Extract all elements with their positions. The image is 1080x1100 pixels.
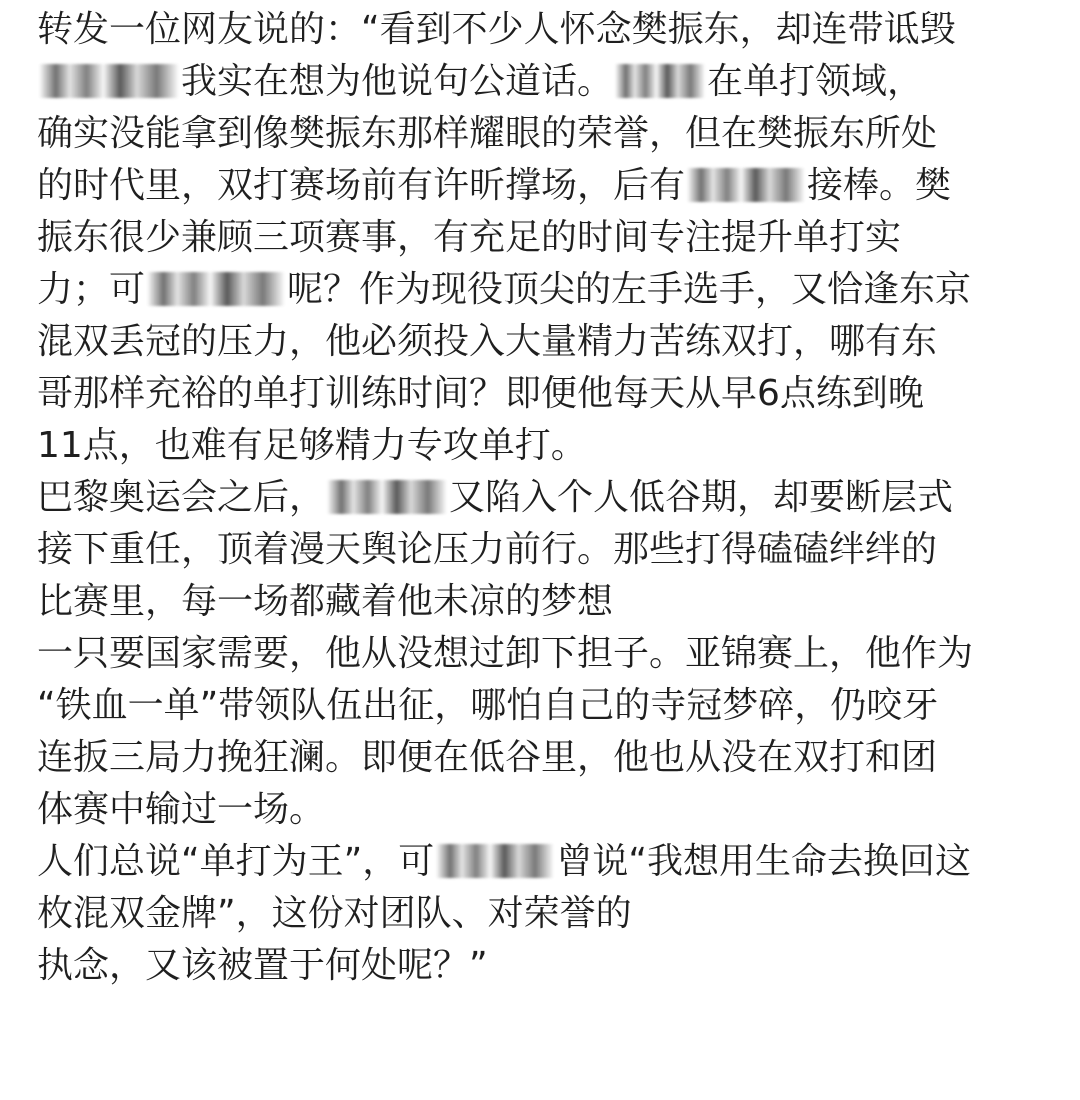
redacted-name <box>436 844 554 878</box>
text-segment: 转发一位网友说的：“看到不少人怀念樊振东，却连带诋毁 <box>37 9 956 50</box>
text-line <box>37 680 938 732</box>
text-line <box>37 108 937 160</box>
text-segment: 11点，也难有足够精力专攻单打。 <box>37 425 587 466</box>
text-segment: 比赛里，每一场都藏着他未凉的梦想 <box>37 581 614 622</box>
text-line <box>37 316 937 368</box>
text-segment: 呢？作为现役顶尖的左手选手，又恰逢东京 <box>287 269 972 310</box>
text-line <box>37 420 587 472</box>
text-line <box>37 784 325 836</box>
text-segment: 我实在想为他说句公道话。 <box>181 61 614 102</box>
text-segment: 振东很少兼顾三项赛事，有充足的时间专注提升单打实 <box>37 217 902 258</box>
text-line <box>37 628 973 680</box>
text-line <box>37 888 632 940</box>
redacted-name <box>615 64 705 98</box>
text-line <box>37 732 937 784</box>
text-line <box>37 368 924 420</box>
text-line <box>37 4 956 56</box>
text-segment: 巴黎奥运会之后， <box>37 477 326 518</box>
text-segment: 一只要国家需要，他从没想过卸下担子。亚锦赛上，他作为 <box>37 633 974 674</box>
redacted-name <box>147 272 285 306</box>
text-segment: 曾说“我想用生命去换回这 <box>556 841 971 882</box>
redacted-name <box>327 480 447 514</box>
redacted-name <box>687 168 805 202</box>
text-segment: 接棒。樊 <box>807 165 952 206</box>
text-segment: 体赛中输过一场。 <box>37 789 326 830</box>
text-segment: 人们总说“单打为王”，可 <box>37 841 435 882</box>
text-segment: 又陷入个人低谷期，却要断层式 <box>449 477 954 518</box>
text-line <box>37 472 953 524</box>
text-line <box>37 264 971 316</box>
text-line <box>37 524 937 576</box>
text-line <box>37 940 488 992</box>
text-segment: 混双丢冠的压力，他必须投入大量精力苦练双打，哪有东 <box>37 321 938 362</box>
text-segment: 执念，又该被置于何处呢？” <box>37 945 488 986</box>
text-segment: 枚混双金牌”，这份对团队、对荣誉的 <box>37 893 632 934</box>
text-segment: 确实没能拿到像樊振东那样耀眼的荣誉，但在樊振东所处 <box>37 113 938 154</box>
text-line <box>37 836 971 888</box>
text-segment: 在单打领域， <box>707 61 924 102</box>
redacted-name <box>39 64 179 98</box>
text-segment: “铁血一单”带领队伍出征，哪怕自己的寺冠梦碎，仍咬牙 <box>37 685 939 726</box>
text-line <box>37 56 923 108</box>
text-segment: 连扳三局力挽狂澜。即便在低谷里，他也从没在双打和团 <box>37 737 938 778</box>
text-line <box>37 576 613 628</box>
text-segment: 哥那样充裕的单打训练时间？即便他每天从早6点练到晚 <box>37 373 924 414</box>
text-segment: 接下重任，顶着漫天舆论压力前行。那些打得磕磕绊绊的 <box>37 529 938 570</box>
text-segment: 力；可 <box>37 269 146 310</box>
text-line <box>37 212 901 264</box>
text-segment: 的时代里，双打赛场前有许昕撑场，后有 <box>37 165 686 206</box>
text-line <box>37 160 951 212</box>
